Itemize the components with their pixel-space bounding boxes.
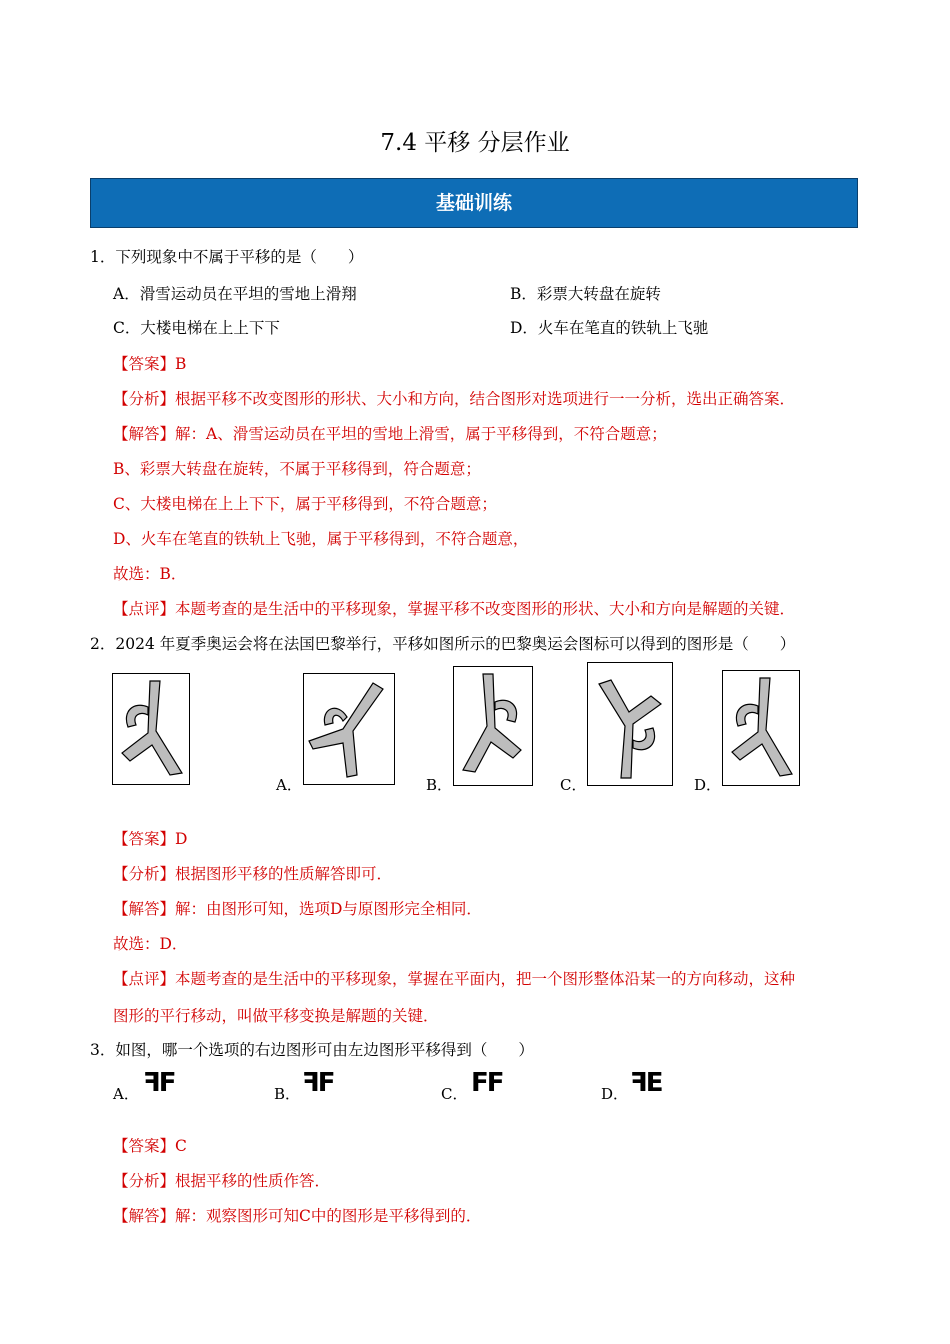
q1-solution-line: C、大楼电梯在上上下下，属于平移得到，不符合题意； [113,495,497,513]
q3-glyph-a: ꟻF [143,1068,175,1098]
q1-option-b: B．彩票大转盘在旋转 [510,285,661,303]
q1-analysis: 【分析】根据平移不改变图形的形状、大小和方向，结合图形对选项进行一一分析，选出正确答案． [113,390,796,408]
q3-label-c: C． [441,1085,468,1103]
q3-stem: 3．如图，哪一个选项的右边图形可由左边图形平移得到（ ） [90,1041,534,1059]
q2-comment-line2: 图形的平行移动，叫做平移变换是解题的关键． [113,1007,439,1025]
paris-logo-option-c-figure [587,662,673,786]
q2-label-c: C． [560,776,587,794]
q2-stem: 2．2024 年夏季奥运会将在法国巴黎举行，平移如图所示的巴黎奥运会图标可以得到的图形是（ ） [90,635,796,653]
q3-solution: 【解答】解：观察图形可知C中的图形是平移得到的． [113,1207,482,1225]
q2-comment-line1: 【点评】本题考查的是生活中的平移现象，掌握在平面内，把一个图形整体沿某一的方向移动，这种 [113,970,796,988]
q1-option-d: D．火车在笔直的铁轨上飞驰 [510,319,709,337]
page-title: 7.4 平移 分层作业 [380,130,570,156]
q3-glyph-c: FF [471,1068,503,1098]
q3-label-a: A． [113,1085,139,1103]
q1-answer: 【答案】B [113,355,187,373]
q3-answer: 【答案】C [113,1137,187,1155]
q2-analysis: 【分析】根据图形平移的性质解答即可． [113,865,393,883]
q3-glyph-d: ꟻE [630,1068,662,1098]
q1-choice: 故选：B． [113,565,187,583]
q1-solution-line: 【解答】解：A、滑雪运动员在平坦的雪地上滑雪，属于平移得到，不符合题意； [113,425,667,443]
q1-stem: 1．下列现象中不属于平移的是（ ） [90,248,364,266]
q1-option-a: A．滑雪运动员在平坦的雪地上滑翔 [113,285,357,303]
q3-analysis: 【分析】根据平移的性质作答． [113,1172,331,1190]
q1-comment: 【点评】本题考查的是生活中的平移现象，掌握平移不改变图形的形状、大小和方向是解题的关键． [113,600,796,618]
q1-solution-line: B、彩票大转盘在旋转，不属于平移得到，符合题意； [113,460,481,478]
q1-solution-line: D、火车在笔直的铁轨上飞驰，属于平移得到，不符合题意， [113,530,529,548]
q2-label-b: B． [426,776,453,794]
paris-logo-option-a-figure [303,673,395,785]
paris-logo-original-figure [112,673,190,785]
q2-label-a: A． [276,776,302,794]
q2-choice: 故选：D． [113,935,188,953]
q3-label-d: D． [601,1085,629,1103]
section-banner: 基础训练 [90,178,858,228]
paris-logo-option-d-figure [722,670,800,786]
q2-solution: 【解答】解：由图形可知，选项D与原图形完全相同． [113,900,482,918]
q3-glyph-b: ꟻF [302,1068,334,1098]
q3-label-b: B． [274,1085,301,1103]
q2-answer: 【答案】D [113,830,188,848]
q2-label-d: D． [694,776,722,794]
paris-logo-option-b-figure [453,666,533,786]
q1-option-c: C．大楼电梯在上上下下 [113,319,280,337]
